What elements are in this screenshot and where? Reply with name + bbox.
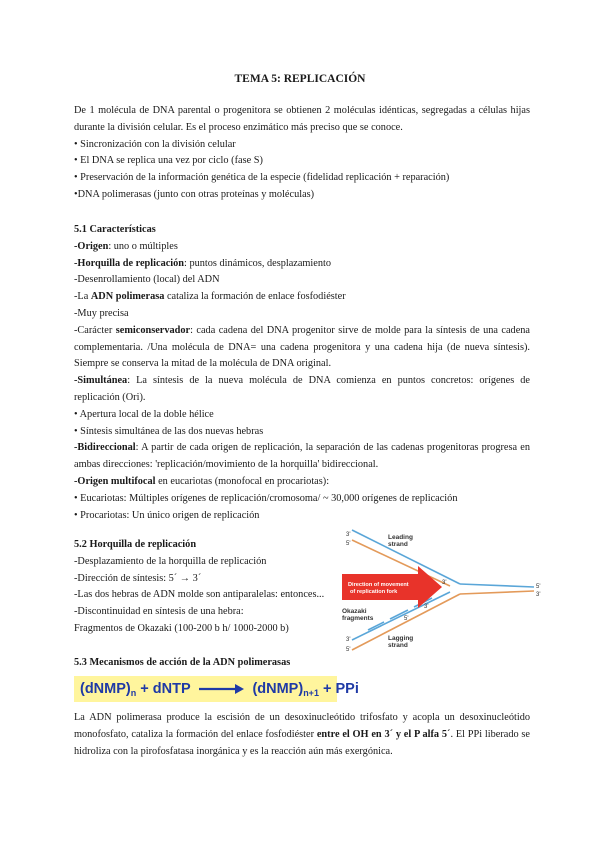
fork-line: -Desplazamiento de la horquilla de replicación [74,555,267,567]
parent-duplex-top [460,584,534,587]
polarity-label: 5' [346,541,351,547]
multifocal-bullet: • Procariotas: Un único origen de replicación [74,509,260,521]
polarity-label: 3' [346,532,351,538]
lagging-strand-label: strand [388,642,408,649]
fork-line: -Dirección de síntesis: 5´ → 3´ [74,572,202,584]
intro-bullet: • Sincronización con la división celular [74,138,236,150]
simultanea-bullet: • Apertura local de la doble hélice [74,408,214,420]
feature-precisa: -Muy precisa [74,307,129,319]
section-heading: 5.3 Mecanismos de acción de la ADN polimerasas [74,657,291,668]
okazaki-label: fragments [342,615,374,622]
simultanea-bullet: • Síntesis simultánea de las dos nuevas hebras [74,425,264,437]
page-title: TEMA 5: REPLICACIÓN [234,73,366,85]
parent-duplex-bottom [460,591,534,594]
movement-label: Direction of movement [348,582,409,588]
polarity-label: 5' [346,647,351,653]
polarity-label: 5' [536,584,541,590]
feature-simultanea: -Simultánea: La síntesis de la nueva molécula de DNA comienza en puntos concretos: orígenes de replicación (Ori). [74,375,530,403]
feature-semiconservador: -Carácter semiconservador: cada cadena del DNA progenitor sirve de molde para la síntesis de una cadena complementaria. /Una molécula de DNA= una cadena progenitora y una cadena hija (de nueva síntesis). Siempre se conserva la mitad de la molécula de DNA original. [74,324,530,370]
polarity-label: 5' [404,616,409,622]
fork-line: -Discontinuidad en síntesis de una hebra: [74,606,244,618]
feature-adn-polimerasa: -La ADN polimerasa cataliza la formación de enlace fosfodiéster [74,291,346,303]
polarity-label: 3' [536,592,541,598]
feature-bidireccional: -Bidireccional: A partir de cada origen de replicación, la separación de las cadenas progenitoras progresa en ambas direcciones: 'replicación/movimiento de la horquilla' bidireccional. [74,442,530,471]
section-5-2 [74,537,344,638]
polarity-label: 3' [424,604,429,610]
lagging-strand-label: Lagging [388,635,414,642]
fork-line: Fragmentos de Okazaki (100-200 b h/ 1000-2000 b) [74,622,289,634]
feature-origen: -Origen: uno o múltiples [74,240,178,252]
polymerase-paragraph: La ADN polimerasa produce la escisión de un desoxinucleótido trifosfato y acopla un desoxinucleótido monofosfato, cataliza la formación del enlace fosfodiéster entre el OH en 3´ y el P alfa 5´. El PPi liberado se hidroliza con la pirofosfatasa inorgánica y es la reacción aún más exergónica. [74,712,530,757]
polarity-label: 3' [346,637,351,643]
feature-desenrollamiento: -Desenrollamiento (local) del ADN [74,274,220,286]
intro-bullet: •DNA polimerasas (junto con otras proteínas y moléculas) [74,188,315,200]
leading-strand-label: strand [388,541,408,548]
polymerase-equation: $(dNMP)_n$ + dNTP $(dNMP)_{n+1}$ + PPi [74,676,337,702]
section-5-3-heading [74,655,530,672]
section-heading: 5.1 Características [74,224,156,235]
reaction-arrow-icon [197,684,245,694]
section-heading: 5.2 Horquilla de replicación [74,539,197,550]
intro-paragraph: De 1 molécula de DNA parental o progenitora se obtienen 2 moléculas idénticas, segregadas a células hijas durante la división celular. Es el proceso enzimático más preciso que se conoce. [74,105,530,133]
intro-bullet: • Preservación de la información genética de la especie (fidelidad replicación + reparación) [74,172,450,184]
section-5-1 [74,222,530,524]
polarity-label: 3' [442,580,447,586]
movement-label: of replication fork [350,589,398,595]
feature-multifocal: -Origen multifocal en eucariotas (monofocal en procariotas): [74,475,330,487]
multifocal-bullet: • Eucariotas: Múltiples orígenes de replicación/cromosoma/ ~ 30,000 orígenes de replicación [74,492,458,504]
okazaki-label: Okazaki [342,608,367,615]
section-5-3-body [74,710,530,760]
intro-bullet: • El DNA se replica una vez por ciclo (fase S) [74,155,263,167]
fork-line: -Las dos hebras de ADN molde son antiparalelas: entonces... [74,589,325,601]
leading-strand-label: Leading [388,534,413,541]
feature-horquilla: -Horquilla de replicación: puntos dinámicos, desplazamiento [74,257,332,269]
intro-section [74,103,530,204]
replication-fork-diagram [338,524,548,654]
